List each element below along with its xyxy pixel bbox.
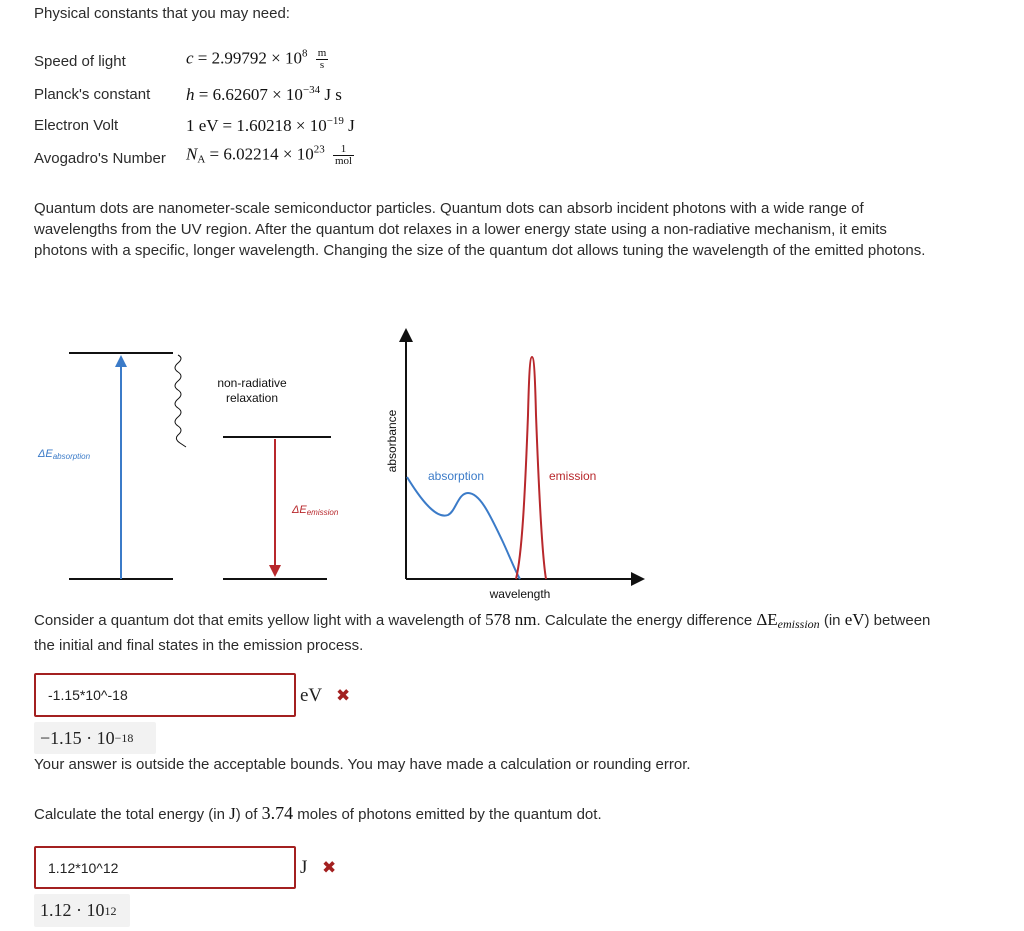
const-name-electron-volt: Electron Volt <box>34 117 119 134</box>
question1-incorrect-icon: ✖ <box>336 686 351 706</box>
const-value-electron-volt: 1 eV = $1.60218 \times 10^{-19}$ J <box>186 115 355 135</box>
const-name-speed-of-light: Speed of light <box>34 53 126 70</box>
de-absorption-label: ΔEabsorption <box>38 448 91 461</box>
question1-unit-label: eV <box>300 685 323 706</box>
const-value-speed-of-light: $c = 2.99792 \times 10^8$ $\frac{m}{s}$ <box>186 47 327 71</box>
question2-answer-input[interactable]: 1.12*10^12 <box>34 846 296 889</box>
spectrum-plot <box>380 325 650 605</box>
question2-incorrect-icon: ✖ <box>322 858 337 878</box>
energy-level-diagram <box>30 325 350 590</box>
emission-peak <box>516 357 546 579</box>
question2-text: Calculate the total energy (in J) of 3.74 moles of photons emitted by the quantum dot. <box>34 803 602 823</box>
emission-peak-label: emission <box>549 469 597 483</box>
relaxation-label-line1: non-radiative <box>217 376 287 390</box>
relaxation-label-line2: relaxation <box>225 391 279 405</box>
question1-text: Consider a quantum dot that emits yellow light with a wavelength of 578 nm. Calculate the energy difference ΔEemission (in eV) between the initial and final states in the emission process. <box>34 610 931 654</box>
x-axis-label: wavelength <box>489 587 551 601</box>
constants-heading: Physical constants that you may need: <box>34 5 290 22</box>
question2-answer-preview: 1.12 · 10 12 <box>34 894 130 927</box>
const-name-avogadro: Avogadro's Number <box>34 150 166 167</box>
const-value-avogadro: $N_A = 6.02214 \times 10^{23}$ $\frac{1}{\text{mol}}$ <box>186 143 353 167</box>
y-axis-label: absorbance <box>385 409 399 473</box>
question2-unit-label: J <box>300 857 308 878</box>
const-name-planck: Planck's constant <box>34 86 151 103</box>
question1-feedback: Your answer is outside the acceptable bounds. You may have made a calculation or rounding error. <box>34 756 691 773</box>
de-emission-label: ΔEemission <box>292 504 339 517</box>
relaxation-squiggle <box>175 355 186 447</box>
question1-answer-input[interactable]: -1.15*10^-18 <box>34 673 296 717</box>
question1-answer-preview: −1.15 · 10 −18 <box>34 722 156 754</box>
intro-paragraph: Quantum dots are nanometer-scale semiconductor particles. Quantum dots can absorb incident photons with a wide range of wavelengths from the UV region. After the quantum dot relaxes in a lower energy state using a non-radiative mechanism, it emits photons with a specific, longer wavelength. Changing the size of the quantum dot allows tuning the wavelength of the emitted photons. <box>34 200 926 259</box>
const-value-planck: $h = 6.62607 \times 10^{-34}$ J s <box>186 84 342 104</box>
absorption-curve-label: absorption <box>428 469 485 483</box>
absorption-curve <box>407 477 520 579</box>
